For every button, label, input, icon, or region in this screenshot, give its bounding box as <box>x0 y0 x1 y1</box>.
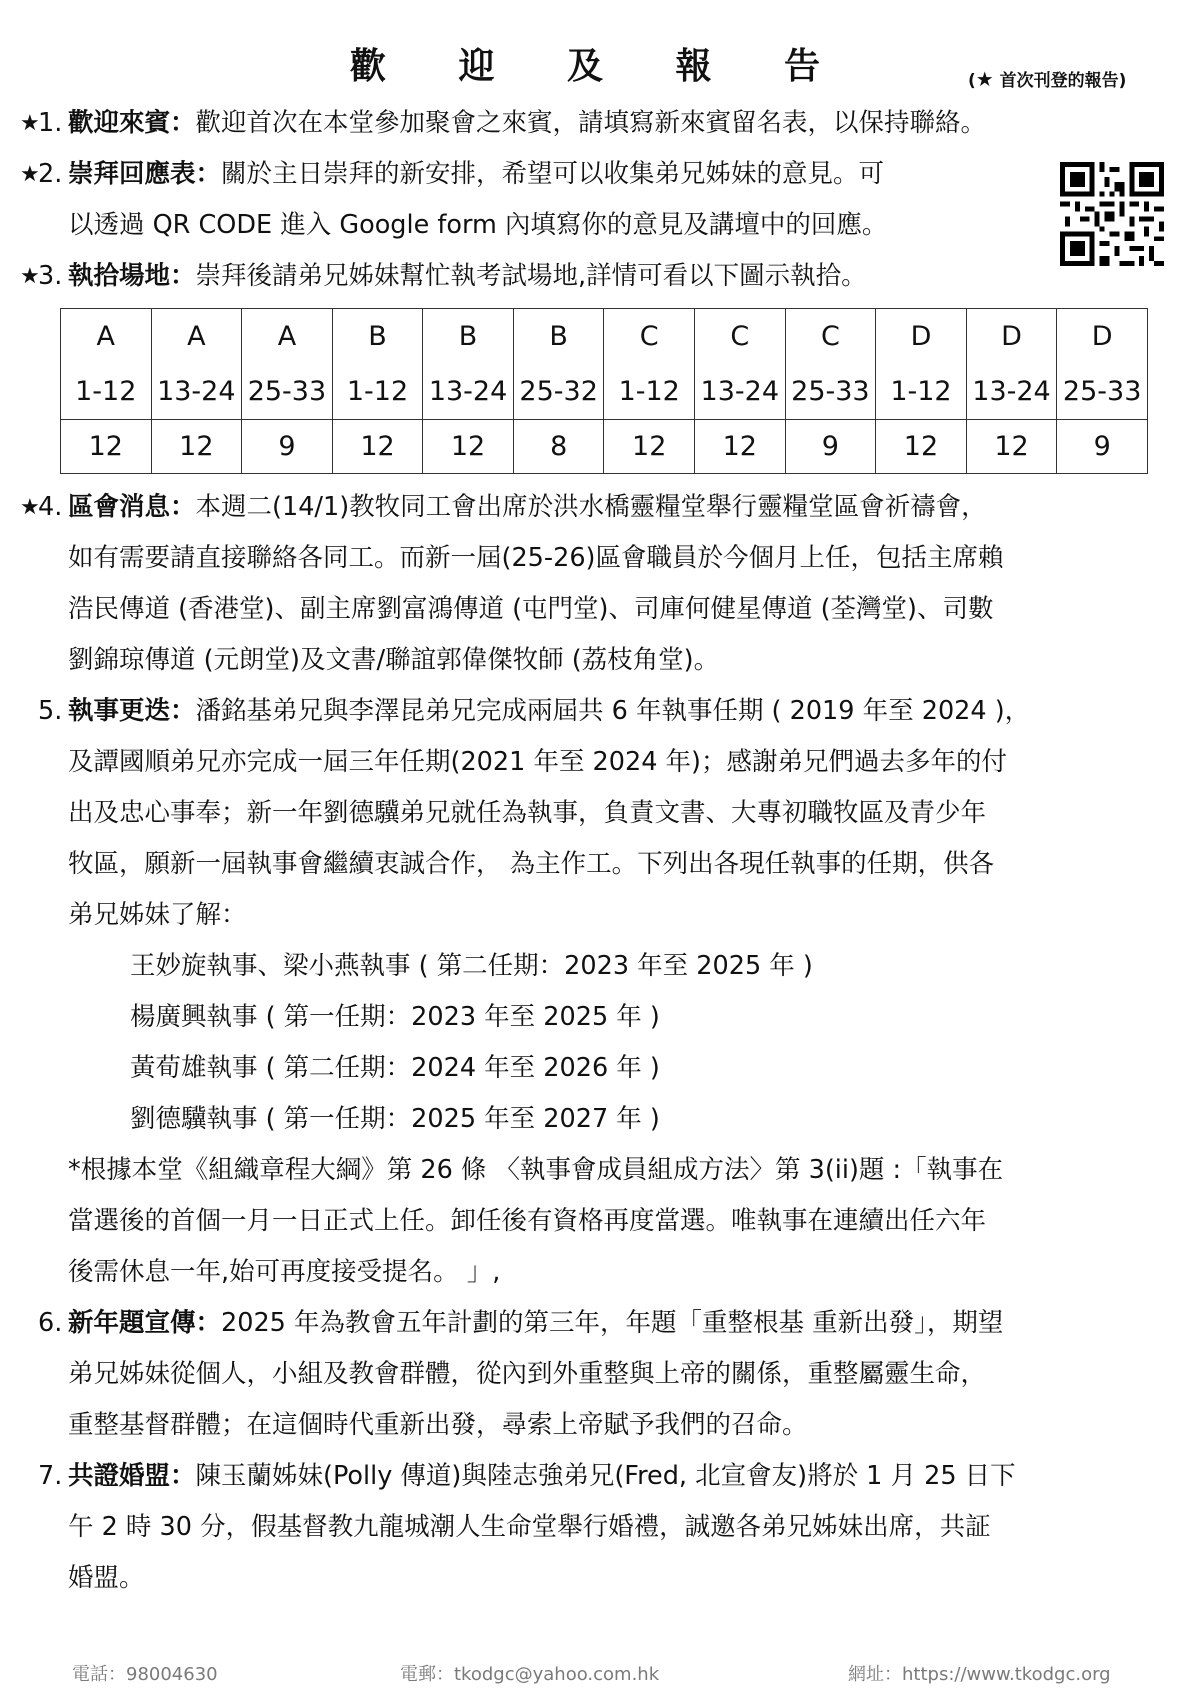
item-text: 歡迎首次在本堂參加聚會之來賓，請填寫新來賓留名表，以保持聯絡。 <box>195 108 987 138</box>
zone-range: 25-33 <box>791 376 870 407</box>
star-icon: ★ <box>20 264 40 289</box>
zone-cell <box>242 309 333 420</box>
announcement-item-3 <box>20 251 1170 302</box>
item-label: 執拾場地： <box>68 261 196 291</box>
zone-letter: C <box>820 321 840 352</box>
deacon-term-line: 王妙旋執事、梁小燕執事 ( 第二任期：2023 年至 2025 年 ) <box>130 951 813 981</box>
item-number: 7. <box>38 1461 63 1491</box>
item-text: 本週二(14/1)教牧同工會出席於洪水橋靈糧堂舉行靈糧堂區會祈禱會， <box>195 492 987 522</box>
star-icon: ★ <box>20 162 40 187</box>
item-number: 5. <box>38 696 63 726</box>
count-cell: 12 <box>966 420 1057 474</box>
count-cell: 9 <box>1057 420 1148 474</box>
constitution-note-line: *根據本堂《組織章程大綱》第 26 條 〈執事會成員組成方法〉第 3(ii)題 :「執事在 <box>68 1155 1004 1185</box>
item-number: 1. <box>38 108 63 138</box>
item-label: 崇拜回應表： <box>68 159 222 189</box>
zone-cell <box>423 309 514 420</box>
zone-letter: A <box>277 321 297 352</box>
deacon-term-line: 楊廣興執事 ( 第一任期：2023 年至 2025 年 ) <box>130 1002 660 1032</box>
legend-text: 首次刊登的報告) <box>993 71 1127 91</box>
count-cell: 12 <box>604 420 695 474</box>
count-cell: 9 <box>242 420 333 474</box>
count-cell: 12 <box>694 420 785 474</box>
announcement-item-2 <box>20 149 1040 251</box>
announcement-item-4 <box>20 482 1170 686</box>
zone-cell <box>513 309 604 420</box>
zone-cell <box>332 309 423 420</box>
cleanup-area-table <box>60 308 1148 474</box>
item-text-line: 弟兄姊妹了解： <box>68 900 247 930</box>
item-text-line: 午 2 時 30 分，假基督教九龍城潮人生命堂舉行婚禮，誠邀各弟兄姊妹出席，共証 <box>68 1512 991 1542</box>
deacon-term-line: 黃荀雄執事 ( 第二任期：2024 年至 2026 年 ) <box>130 1053 660 1083</box>
footer-email[interactable]: 電郵：tkodgc@yahoo.com.hk <box>400 1664 660 1685</box>
constitution-note-line: 當選後的首個一月一日正式上任。卸任後有資格再度當選。唯執事在連續出任六年 <box>68 1206 987 1236</box>
item-number: 2. <box>38 159 63 189</box>
zone-range: 13-24 <box>972 376 1051 407</box>
star-icon: ★ <box>20 495 40 520</box>
zone-cell <box>61 309 152 420</box>
item-text-line: 以透過 QR CODE 進入 Google form 內填寫你的意見及講壇中的回應。 <box>68 210 888 240</box>
item-label: 區會消息： <box>68 492 196 522</box>
item-text-line: 弟兄姊妹從個人，小組及教會群體，從內到外重整與上帝的關係，重整屬靈生命， <box>68 1359 987 1389</box>
count-cell: 8 <box>513 420 604 474</box>
zone-range: 13-24 <box>700 376 780 407</box>
table-row <box>61 420 1148 474</box>
zone-cell <box>876 309 967 420</box>
item-text-line: 如有需要請直接聯絡各同工。而新一屆(25-26)區會職員於今個月上任，包括主席賴 <box>68 543 1004 573</box>
zone-letter: D <box>1091 321 1113 352</box>
count-cell: 12 <box>423 420 514 474</box>
announcement-item-7 <box>20 1451 1170 1604</box>
item-label: 共證婚盟： <box>68 1461 196 1491</box>
zone-letter: A <box>187 321 206 352</box>
zone-range: 25-33 <box>1062 376 1142 407</box>
announcement-item-6 <box>20 1298 1170 1451</box>
zone-letter: D <box>910 321 932 352</box>
zone-letter: B <box>368 321 387 352</box>
zone-cell <box>151 309 242 420</box>
constitution-note-line: 後需休息一年,始可再度接受提名。 」, <box>68 1257 501 1287</box>
zone-range: 13-24 <box>157 376 236 407</box>
item-text-line: 出及忠心事奉；新一年劉德驥弟兄就任為執事，負責文書、大專初職牧區及青少年 <box>68 798 987 828</box>
zone-cell <box>604 309 695 420</box>
zone-cell <box>785 309 876 420</box>
count-cell: 12 <box>151 420 242 474</box>
page-title: 歡 迎 及 報 告 <box>349 46 851 87</box>
zone-range: 25-32 <box>519 376 598 407</box>
zone-letter: A <box>96 321 115 352</box>
zone-letter: B <box>549 321 568 352</box>
item-text: 潘銘基弟兄與李澤昆弟兄完成兩屆共 6 年執事任期 ( 2019 年至 2024 )， <box>195 696 1031 726</box>
item-text-line: 劉錦琼傳道 (元朗堂)及文書/聯誼郭偉傑牧師 (荔枝角堂)。 <box>68 645 720 675</box>
item-text-line: 婚盟。 <box>68 1563 145 1593</box>
item-label: 歡迎來賓： <box>68 108 196 138</box>
footer-phone: 電話：98004630 <box>72 1664 218 1685</box>
count-cell: 9 <box>785 420 876 474</box>
zone-cell <box>966 309 1057 420</box>
legend-note <box>968 66 1126 91</box>
item-text: 2025 年為教會五年計劃的第三年，年題「重整根基 重新出發」，期望 <box>221 1308 1004 1338</box>
item-text-line: 重整基督群體；在這個時代重新出發，尋索上帝賦予我們的召命。 <box>68 1410 808 1440</box>
zone-letter: B <box>458 321 478 352</box>
table-row <box>61 309 1148 420</box>
zone-cell <box>694 309 785 420</box>
legend-paren: ( <box>968 71 976 91</box>
item-text-line: 浩民傳道 (香港堂)、副主席劉富鴻傳道 (屯門堂)、司庫何健星傳道 (荃灣堂)、司數 <box>68 594 994 624</box>
deacon-term-line: 劉德驥執事 ( 第一任期：2025 年至 2027 年 ) <box>130 1104 660 1134</box>
zone-cell <box>1057 309 1148 420</box>
item-text: 陳玉蘭姊妹(Polly 傳道)與陸志強弟兄(Fred, 北宣會友)將於 1 月 25 日下 <box>195 1461 1016 1491</box>
zone-range: 1-12 <box>75 376 137 407</box>
count-cell: 12 <box>61 420 152 474</box>
star-icon: ★ <box>20 111 40 136</box>
zone-letter: C <box>639 321 659 352</box>
item-number: 3. <box>38 261 63 291</box>
zone-range: 13-24 <box>428 376 508 407</box>
zone-letter: D <box>1001 321 1022 352</box>
item-text-line: 牧區，願新一屆執事會繼續衷誠合作， 為主作工。下列出各現任執事的任期，供各 <box>68 849 995 879</box>
announcement-item-1 <box>20 98 1170 149</box>
item-text: 崇拜後請弟兄姊妹幫忙執考試場地,詳情可看以下圖示執拾。 <box>195 261 867 291</box>
zone-range: 1-12 <box>346 376 409 407</box>
count-cell: 12 <box>876 420 967 474</box>
zone-range: 1-12 <box>618 376 680 407</box>
footer-website[interactable]: 網址：https://www.tkodgc.org <box>848 1664 1111 1685</box>
count-cell: 12 <box>332 420 423 474</box>
item-label: 執事更迭： <box>68 696 196 726</box>
announcement-item-5 <box>20 686 1170 1298</box>
item-number: 4. <box>38 492 63 522</box>
item-number: 6. <box>38 1308 63 1338</box>
zone-range: 25-33 <box>247 376 327 407</box>
item-label: 新年題宣傳： <box>68 1308 222 1338</box>
zone-letter: C <box>730 321 750 352</box>
item-text: 關於主日崇拜的新安排，希望可以收集弟兄姊妹的意見。可 <box>221 159 885 189</box>
item-text-line: 及譚國順弟兄亦完成一屆三年任期(2021 年至 2024 年)；感謝弟兄們過去多年的付 <box>68 747 1008 777</box>
zone-range: 1-12 <box>890 376 952 407</box>
star-icon: ★ <box>975 67 994 91</box>
